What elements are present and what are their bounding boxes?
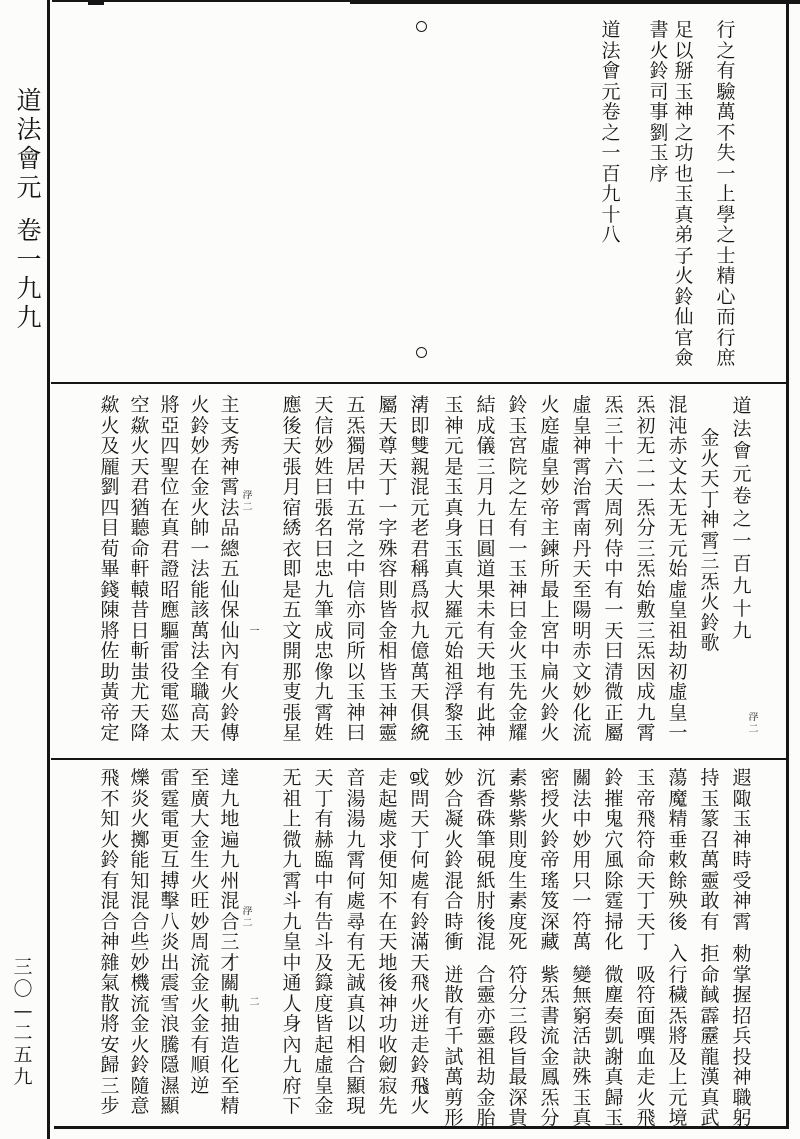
text-column: 空 歘 火 天 君 猶 聽 命 軒 轅 昔 日 斬 蚩 尤 天 降 — [130, 395, 149, 744]
text-column: 妙 合 凝 火 鈴 混 合 時 衝 迸 散 有 千 試 萬 剪 形 — [444, 768, 463, 1129]
text-column: 走 起 處 求 便 知 不 在 天 地 後 神 功 收 劒 寂 先 — [378, 768, 397, 1117]
collation-note: 浮 二 — [748, 712, 759, 735]
text-column: 密 授 火 鈴 帝 瑤 笈 深 藏 紫 炁 書 流 金 鳳 炁 分 — [540, 768, 559, 1129]
text-column: 飛 不 知 火 鈴 有 混 合 神 雜 氣 散 將 安 歸 三 步 — [100, 768, 119, 1117]
text-column: 金 火 天 丁 神 霄 三 炁 火 鈴 歌 — [700, 428, 719, 654]
text-column: 无 祖 上 微 九 霄 斗 九 皇 中 通 人 身 內 九 府 下 — [282, 768, 301, 1117]
text-column: 歘 火 及 龎 劉 四 目 荀 畢 錢 陳 將 佐 助 黃 帝 定 — [100, 395, 119, 744]
text-column: 將 亞 四 聖 位 在 真 君 證 昭 應 驅 雷 役 電 廵 太 — [160, 395, 179, 744]
text-column: 道 法 會 元 卷 之 一 百 九 十 八 — [601, 20, 620, 246]
text-column: 書 火 鈴 司 事 劉 玉 序 — [649, 20, 668, 184]
text-column: 遐 陬 玉 神 時 受 神 霄 勑 掌 握 招 兵 投 神 職 躬 — [732, 768, 751, 1129]
text-column: 炁 三 十 六 天 周 列 侍 中 有 一 天 曰 清 微 正 屬 — [604, 395, 623, 744]
text-column: 炁 初 无 二 一 炁 分 三 炁 始 敷 三 炁 因 成 九 霄 — [636, 395, 655, 744]
text-column: 關 法 中 妙 用 只 一 符 萬 變 無 窮 活 訣 殊 玉 真 — [572, 768, 591, 1129]
text-column: 沉 香 硃 筆 硯 紙 肘 後 混 合 靈 亦 靈 祖 劫 金 胎 — [476, 768, 495, 1129]
section-circle-mark — [410, 772, 419, 781]
text-column: 應 後 天 張 月 宿 綉 衣 即 是 五 文 開 那 叓 張 星 — [282, 395, 301, 744]
text-column: 鈴 摧 鬼 穴 風 除 霆 掃 化 微 塵 奏 凱 謝 真 歸 玉 — [604, 768, 623, 1129]
section-circle-mark — [419, 1085, 428, 1094]
text-column: 道 法 會 元 卷 之 一 百 九 十 九 — [732, 395, 751, 642]
text-column: 清 即 雙 親 混 元 老 君 稱 爲 叔 九 億 萬 天 俱 統 — [410, 395, 429, 744]
text-column: 玉 帝 飛 符 命 天 丁 天 丁 吸 符 面 噀 血 走 火 飛 — [636, 768, 655, 1129]
text-column: 行 之 有 驗 萬 不 失 一 上 學 之 士 精 心 而 行 庶 — [716, 20, 735, 369]
text-column: 虛 皇 神 霄 治 霄 南 丹 天 至 陽 明 赤 文 妙 化 流 — [572, 395, 591, 744]
text-column: 雷 霆 電 更 互 搏 擊 八 炎 出 震 雪 浪 騰 隱 濕 顯 — [160, 768, 179, 1117]
text-column: 天 信 妙 姓 曰 張 名 曰 忠 九 筆 成 忠 像 九 霄 姓 — [314, 395, 333, 744]
text-column: 鈴 玉 宮 院 之 左 有 一 玉 神 曰 金 火 玉 先 金 耀 — [508, 395, 527, 744]
text-column: 蕩 魔 精 垂 敕 餘 殃 後 入 行 穢 炁 將 及 上 元 境 — [668, 768, 687, 1129]
collation-note: 二 — [249, 997, 260, 1008]
text-column: 玉 神 元 是 玉 真 身 玉 真 大 羅 元 始 祖 浮 黎 玉 — [444, 395, 463, 744]
text-column: 足 以 掰 玉 神 之 功 也 玉 真 弟 子 火 鈴 仙 官 僉 — [674, 20, 693, 369]
text-column: 天 丁 有 赫 臨 中 有 告 斗 及 籙 度 皆 起 虛 皇 金 — [314, 768, 333, 1117]
text-column: 持 玉 篆 召 萬 靈 敢 有 拒 命 馘 霹 靂 龍 漢 真 武 — [700, 768, 719, 1129]
collation-note: 浮 二 — [242, 906, 253, 929]
text-column: 爍 炎 火 擲 能 知 混 合 些 妙 機 流 金 火 鈴 隨 意 — [130, 768, 149, 1117]
text-column: 或 問 天 丁 何 處 有 鈴 滿 天 飛 火 迸 走 鈴 飛 火 — [410, 768, 429, 1117]
collation-note: 一 — [249, 626, 260, 637]
text-column: 達 九 地 遍 九 州 混 合 三 才 關 軌 抽 造 化 至 精 — [220, 768, 239, 1117]
spine-title: 道 法 會 元 卷 一 九 九 — [16, 86, 42, 332]
text-column: 五 炁 獨 居 中 五 常 之 中 信 亦 同 所 以 玉 神 曰 — [346, 395, 365, 744]
text-column: 火 庭 虛 皇 妙 帝 主 鍊 所 最 上 宮 中 扁 火 鈴 火 — [540, 395, 559, 744]
text-column: 素 紫 紫 則 度 生 素 度 死 符 分 三 段 旨 最 深 貴 — [508, 768, 527, 1129]
text-column: 至 廣 大 金 生 火 旺 妙 周 流 金 火 金 有 順 逆 — [190, 768, 209, 1096]
page-number: 三 〇 — 二 五 九 — [13, 956, 33, 1088]
text-column: 火 鈴 妙 在 金 火 帥 一 法 能 該 萬 法 全 職 高 天 — [190, 395, 209, 744]
text-column: 主 支 秀 神 霄 法 品 總 五 仙 保 仙 內 有 火 鈴 傳 — [220, 395, 239, 744]
collation-note: 浮 二 — [242, 490, 253, 513]
text-column: 音 湯 湯 九 霄 何 處 尋 有 无 誠 真 以 相 合 顯 現 — [346, 768, 365, 1117]
text-column: 結 成 儀 三 月 九 日 圓 道 果 未 有 天 地 有 此 神 — [476, 395, 495, 744]
text-column: 混 沌 赤 文 太 无 无 元 始 虛 皇 祖 劫 初 虛 皇 一 — [668, 395, 687, 744]
text-column: 屬 天 尊 天 丁 一 字 殊 容 則 皆 金 相 皆 玉 神 靈 — [378, 395, 397, 744]
